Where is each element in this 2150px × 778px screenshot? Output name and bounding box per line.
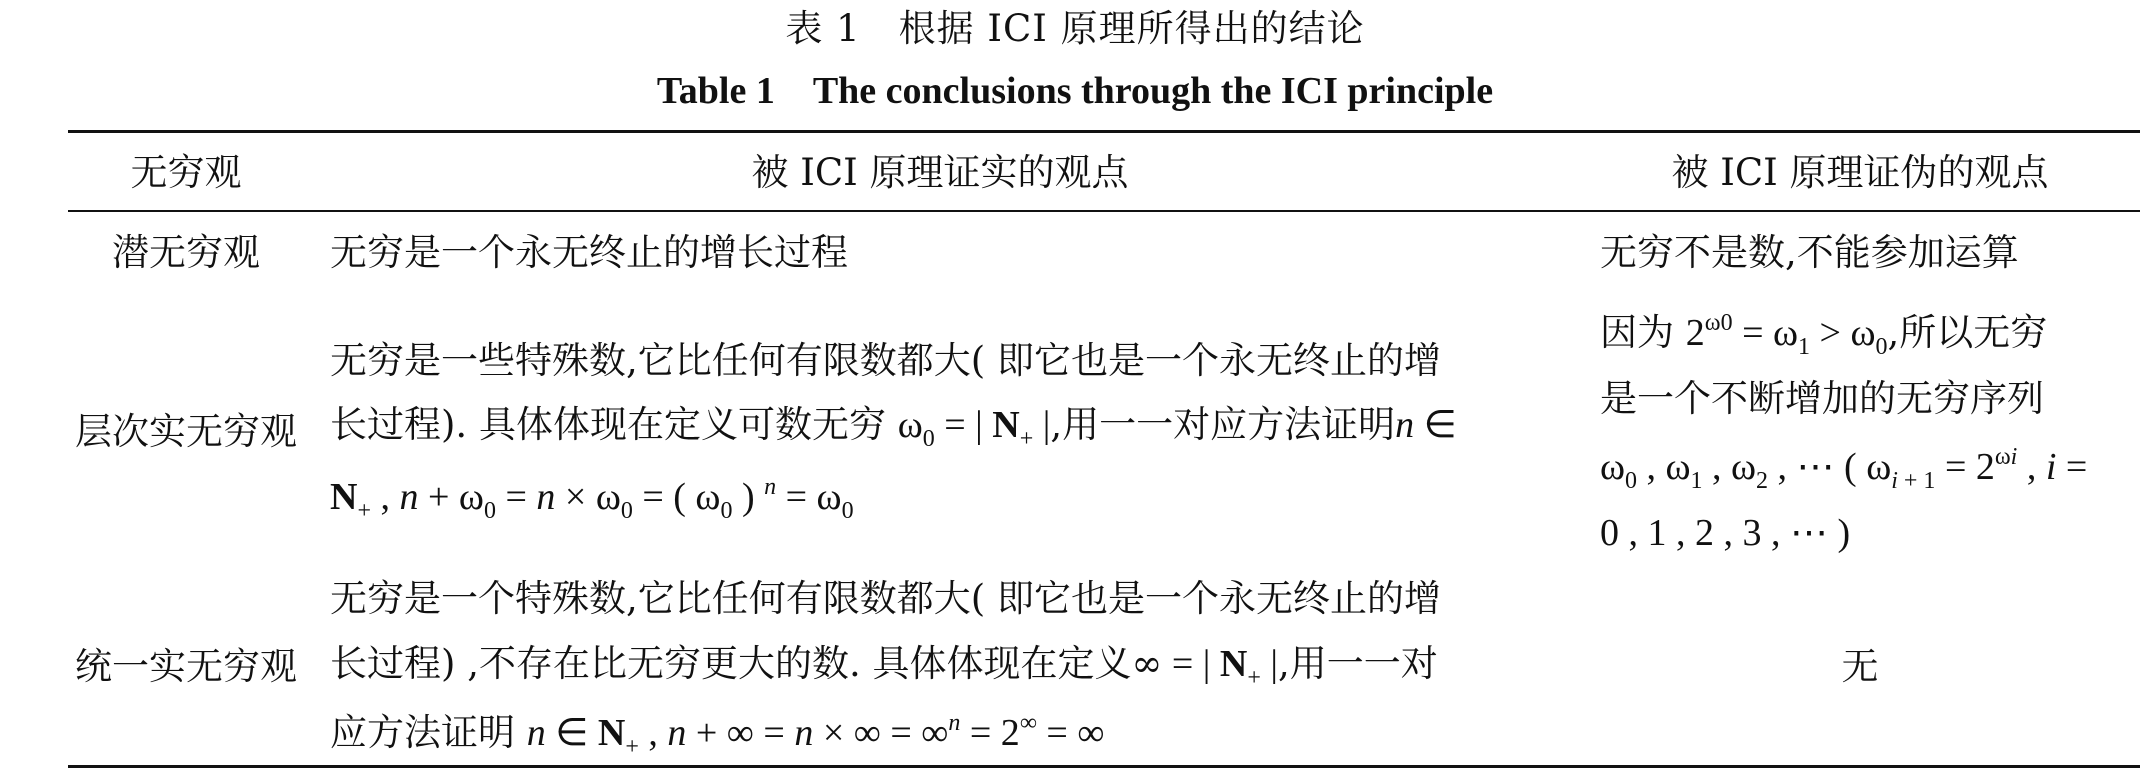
row-unified-falsified: 无 xyxy=(1841,645,1879,688)
row-unified-infinity-label: 统一实无穷观 xyxy=(75,645,297,688)
row-potential-infinity-falsified: 无穷不是数,不能参加运算 xyxy=(1600,231,2019,274)
header-rule xyxy=(68,210,2140,212)
row-hierarchical-falsified-line-1: 因为 $2^{\omega 0} = \omega_1 > \omega_0$,所以无穷 xyxy=(1600,310,2048,360)
row-hierarchical-formula: $N_+$ , $n + \omega_0 = n \times \omega_0$ = ( $\omega_0$ ) $^n = \omega_0$ xyxy=(330,474,854,524)
row-hierarchical-confirmed-line-1: 无穷是一些特殊数,它比任何有限数都大( 即它也是一个永无终止的增 xyxy=(330,339,1441,382)
row-unified-confirmed-line-2: 长过程) ,不存在比无穷更大的数. 具体体现在定义∞ = | $N_+$ |,用一一对 xyxy=(330,642,1438,691)
table-caption-english: Table 1 The conclusions through the ICI principle xyxy=(656,70,1494,112)
row-unified-confirmed-line-1: 无穷是一个特殊数,它比任何有限数都大( 即它也是一个永无终止的增 xyxy=(330,577,1441,620)
row-potential-infinity-label: 潜无穷观 xyxy=(112,231,260,274)
row-hierarchical-infinity-label: 层次实无穷观 xyxy=(75,410,297,453)
row-hierarchical-falsified-line-2: 是一个不断增加的无穷序列 xyxy=(1600,377,2044,420)
row-hierarchical-confirmed-line-2: 长过程). 具体体现在定义可数无穷 $\omega_0$ = | $N_+$ |,用一一对应方法证明n ∈ xyxy=(330,403,1457,452)
top-rule xyxy=(68,130,2140,133)
row-hierarchical-falsified-index-values: 0 , 1 , 2 , 3 , ⋯ ) xyxy=(1600,512,1851,554)
header-infinity-view: 无穷观 xyxy=(130,151,242,194)
table-caption-chinese: 表 1 根据 ICI 原理所得出的结论 xyxy=(785,7,1365,50)
row-unified-confirmed-line-3: 应方法证明 n ∈ $N_+$ , n + ∞ = n × ∞ = ∞$^n$ = 2∞ = ∞ xyxy=(330,710,1105,760)
row-hierarchical-falsified-sequence: $\omega_0$ , $\omega_1$ , $\omega_2$ , ⋯ ( $\omega_{i + 1} = 2^{\omega i}$ , i = xyxy=(1600,444,2088,494)
row-potential-infinity-confirmed: 无穷是一个永无终止的增长过程 xyxy=(330,231,848,274)
header-falsified-views: 被 ICI 原理证伪的观点 xyxy=(1671,151,2049,194)
header-confirmed-views: 被 ICI 原理证实的观点 xyxy=(751,151,1129,194)
